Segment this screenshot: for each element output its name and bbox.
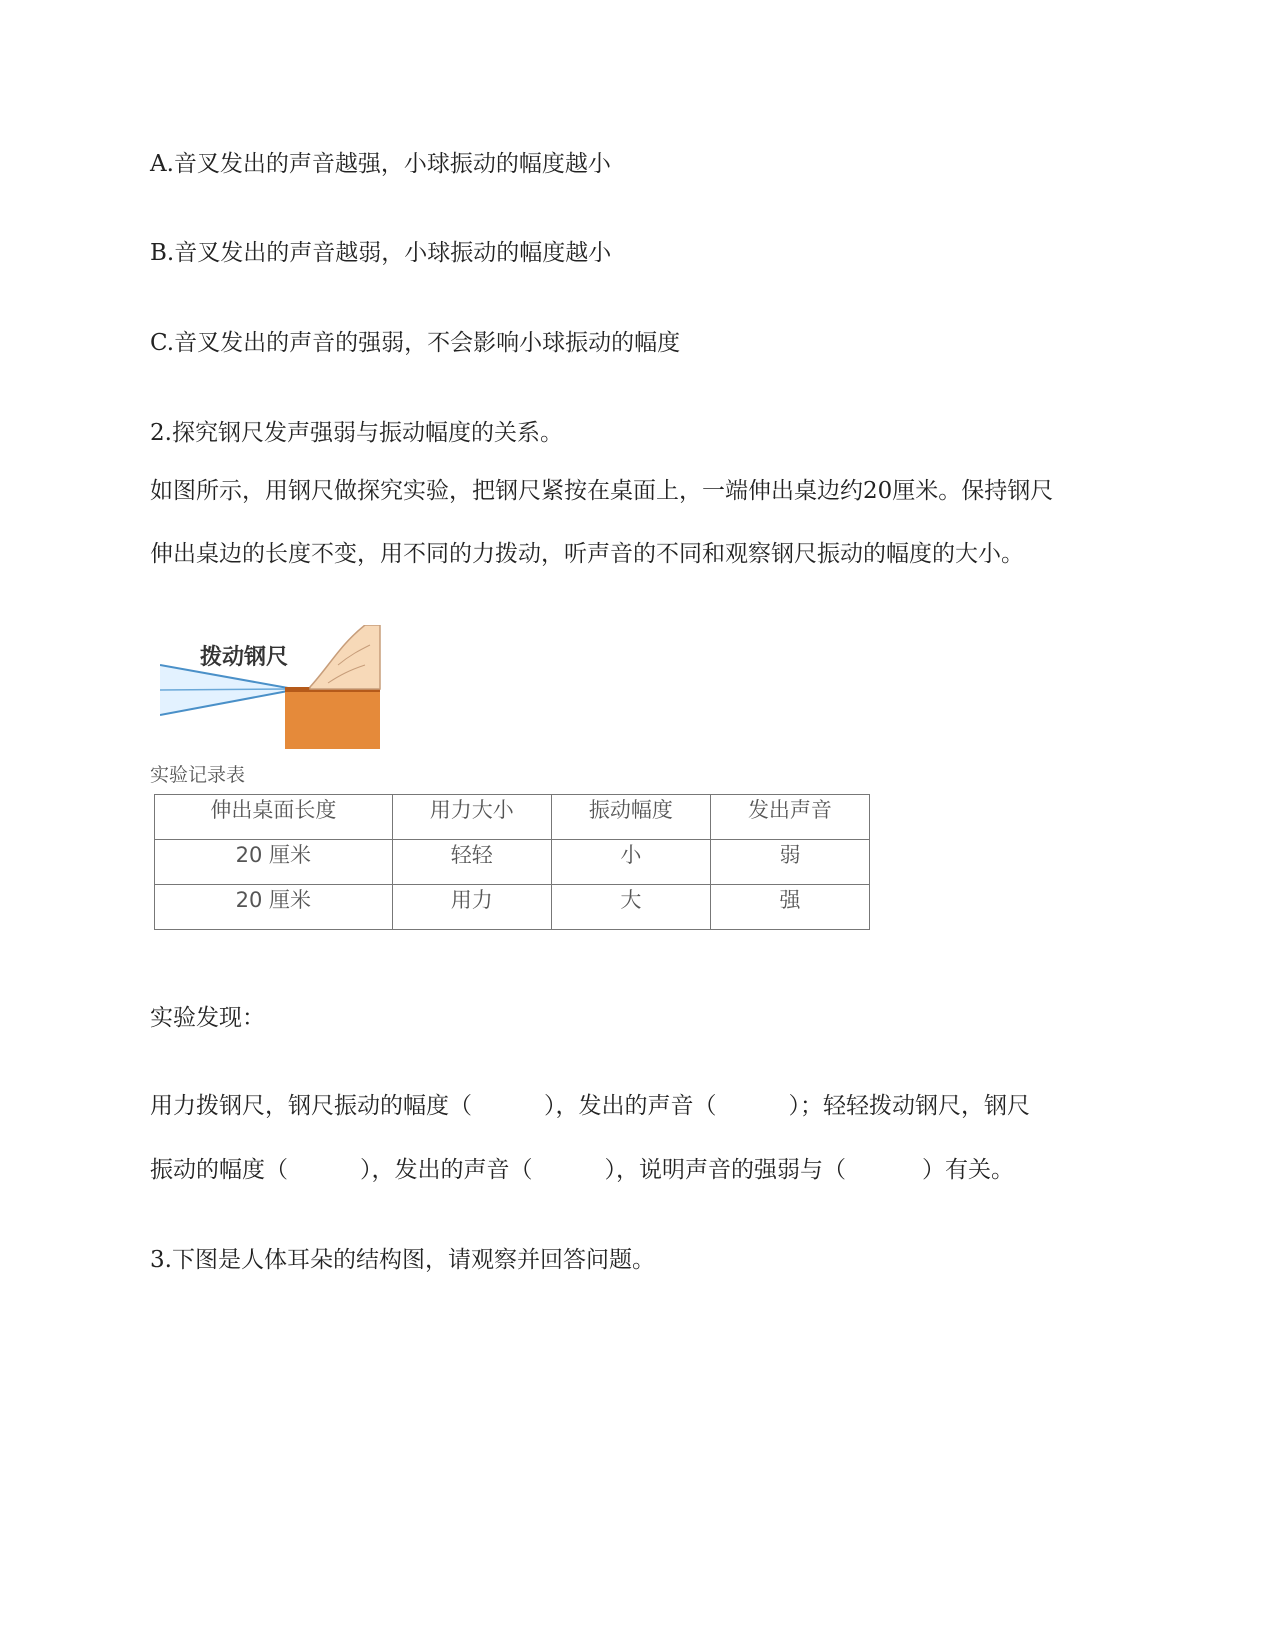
table-header-cell: 用力大小: [392, 795, 551, 840]
table-row: [155, 885, 870, 930]
table-cell: 20 厘米: [155, 840, 393, 885]
table-cell: 弱: [710, 840, 869, 885]
question-2-intro-line-1: 如图所示，用钢尺做探究实验，把钢尺紧按在桌面上，一端伸出桌边约20厘米。保持钢尺: [150, 478, 1054, 504]
table-header-cell: 发出声音: [710, 795, 869, 840]
fill-in-text: ），说明声音的强弱与（: [604, 1157, 846, 1183]
table-cell: 20 厘米: [155, 885, 393, 930]
option-c: C.音叉发出的声音的强弱，不会影响小球振动的幅度: [150, 330, 681, 356]
question-2-title: 2.探究钢尺发声强弱与振动幅度的关系。: [150, 420, 563, 446]
fill-in-line-2: [150, 1155, 1014, 1185]
experiment-record-table: [154, 794, 870, 930]
fill-in-text: 振动的幅度（: [150, 1157, 288, 1183]
table-cell: 轻轻: [392, 840, 551, 885]
fill-in-text: ），发出的声音（: [360, 1157, 533, 1183]
fill-in-text: 用力拨钢尺，钢尺振动的幅度（: [150, 1093, 472, 1119]
option-b: B.音叉发出的声音越弱，小球振动的幅度越小: [150, 240, 612, 266]
figure-title: 拨动钢尺: [200, 645, 289, 670]
table-cell: 用力: [392, 885, 551, 930]
question-2-intro-line-2: 伸出桌边的长度不变，用不同的力拨动，听声音的不同和观察钢尺振动的幅度的大小。: [150, 541, 1024, 567]
table-cell: 大: [551, 885, 710, 930]
table-caption: 实验记录表: [150, 764, 246, 786]
fill-in-text: ），发出的声音（: [544, 1093, 717, 1119]
table-cell: 小: [551, 840, 710, 885]
table-header-cell: 振动幅度: [551, 795, 710, 840]
option-a: A.音叉发出的声音越强，小球振动的幅度越小: [150, 151, 611, 177]
fill-in-text: ）有关。: [922, 1157, 1014, 1183]
fill-in-text: ）；轻轻拨动钢尺，钢尺: [788, 1093, 1030, 1119]
table-row: [155, 840, 870, 885]
table-cell: 强: [710, 885, 869, 930]
finding-label: 实验发现：: [150, 1005, 265, 1031]
question-3-title: 3.下图是人体耳朵的结构图，请观察并回答问题。: [150, 1247, 655, 1273]
table-header-row: [155, 795, 870, 840]
fill-in-line-1: [150, 1091, 1030, 1121]
plucking-ruler-illustration: [160, 625, 390, 750]
table-header-cell: 伸出桌面长度: [155, 795, 393, 840]
